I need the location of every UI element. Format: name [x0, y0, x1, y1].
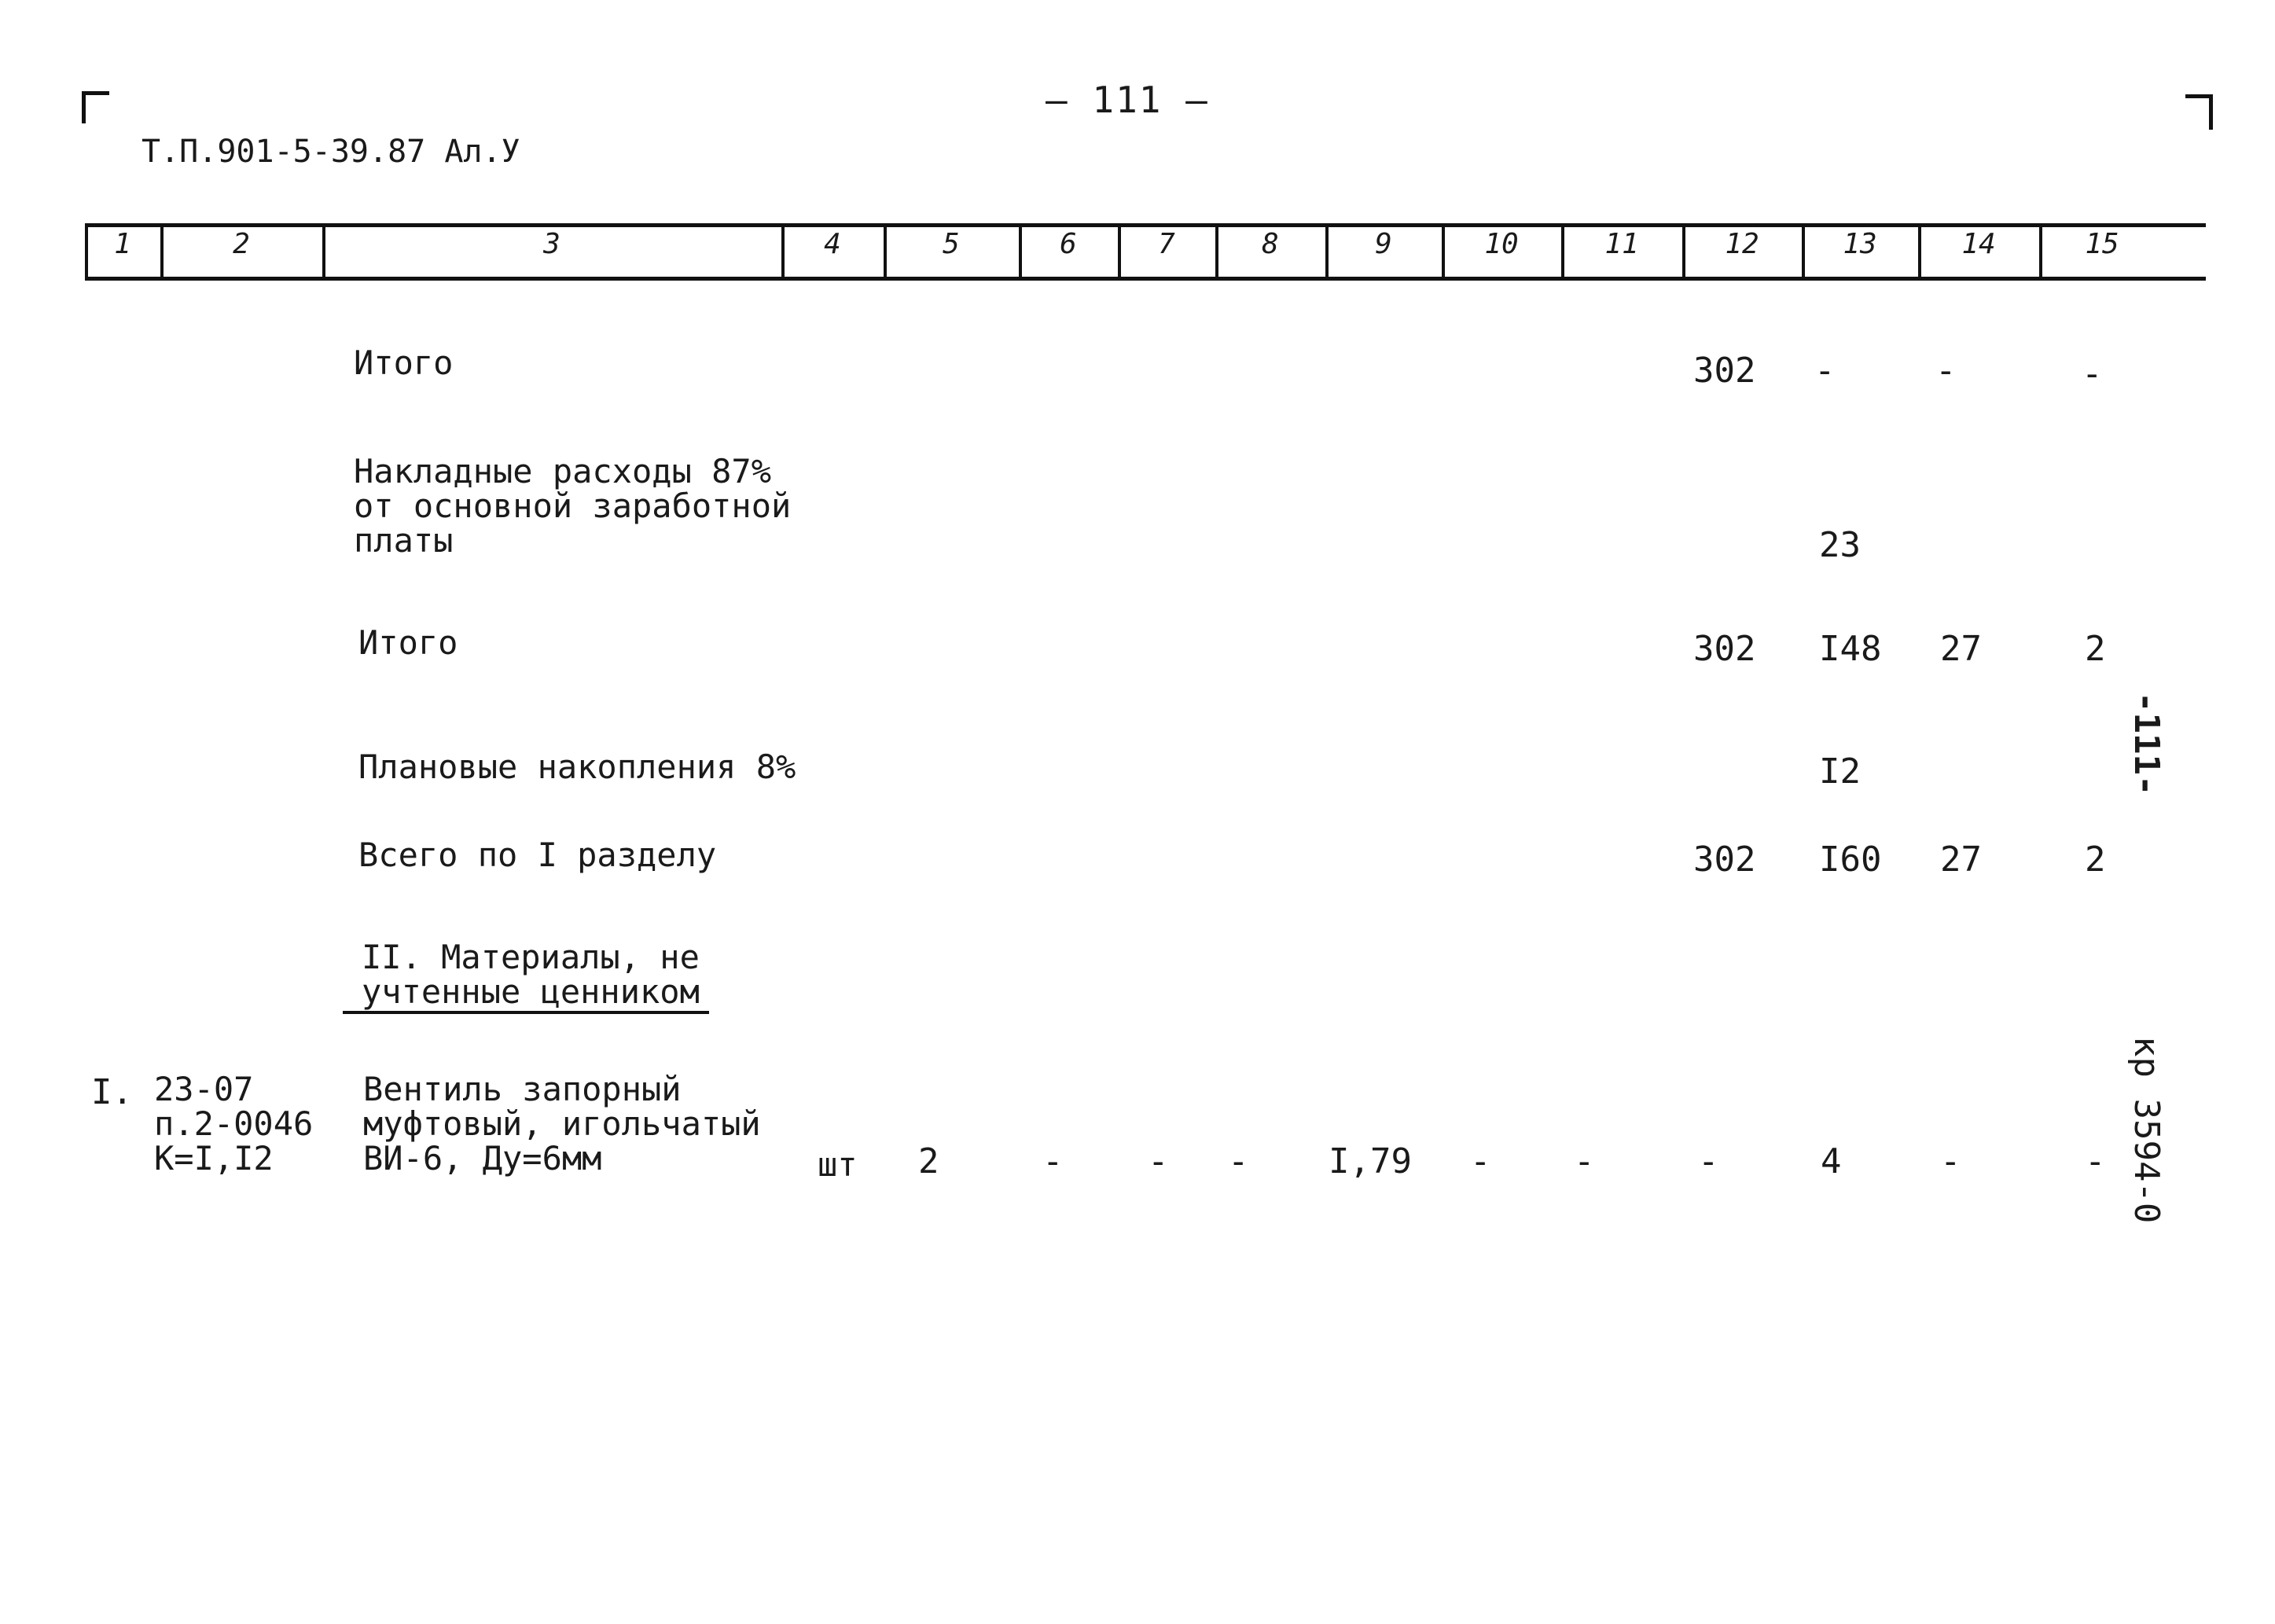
- header-top-rule: [85, 223, 2206, 227]
- col12-value: 302: [1693, 840, 1756, 880]
- item-code-line3: К=I,I2: [154, 1139, 274, 1178]
- column-number: 3: [543, 228, 560, 260]
- column-number: 4: [824, 228, 841, 260]
- column-number: 2: [233, 228, 250, 260]
- column-number: 11: [1604, 228, 1639, 260]
- item-desc-line1: Вентиль запорный: [363, 1070, 682, 1108]
- col13-value: 23: [1819, 525, 1861, 565]
- col12-value: 302: [1693, 629, 1756, 669]
- column-number: 15: [2085, 228, 2119, 260]
- header-bottom-rule: [85, 277, 2206, 281]
- item-code-line2: п.2-0046: [154, 1104, 314, 1143]
- column-number: 5: [943, 228, 960, 260]
- row-label: Итого: [358, 623, 458, 662]
- col15-value: -: [2082, 354, 2103, 394]
- col13-value: -: [1814, 351, 1836, 391]
- col6-value: -: [1042, 1141, 1064, 1181]
- col8-value: -: [1228, 1141, 1249, 1181]
- row-label: Плановые накопления 8%: [358, 748, 796, 786]
- col12-value: 302: [1693, 351, 1756, 391]
- item-desc-line3: ВИ-6, Ду=6мм: [363, 1139, 602, 1178]
- col9-value: I,79: [1329, 1141, 1412, 1181]
- col10-value: -: [1470, 1141, 1491, 1181]
- col7-value: -: [1148, 1141, 1169, 1181]
- col15-value: 2: [2085, 840, 2106, 880]
- column-number: 1: [114, 228, 131, 260]
- row-label-line2: от основной заработной: [354, 487, 792, 525]
- row-label-line1: Накладные расходы 87%: [354, 452, 772, 491]
- col14-value: -: [1940, 1141, 1961, 1181]
- row-label: Итого: [354, 344, 454, 382]
- margin-page-mark: -111-: [2126, 692, 2167, 796]
- item-code-line1: 23-07: [154, 1070, 254, 1108]
- column-number: 6: [1060, 228, 1077, 260]
- col14-value: 27: [1940, 629, 1982, 669]
- col11-value: -: [1574, 1141, 1595, 1181]
- item-number: I.: [91, 1072, 133, 1112]
- col13-value: 4: [1821, 1141, 1842, 1181]
- col15-value: -: [2085, 1141, 2106, 1181]
- col15-value: 2: [2085, 629, 2106, 669]
- row-label-line3: платы: [354, 521, 454, 560]
- column-number: 14: [1961, 228, 1996, 260]
- section-heading-line1: II. Материалы, не: [362, 938, 700, 976]
- margin-archive-code: кр 3594-0: [2126, 1036, 2167, 1224]
- col13-value: I60: [1819, 840, 1882, 880]
- col4-unit: шт: [818, 1145, 858, 1184]
- column-number: 9: [1375, 228, 1392, 260]
- section-heading-line2: учтенные ценником: [343, 975, 709, 1014]
- col5-value: 2: [918, 1141, 939, 1181]
- col12-value: -: [1698, 1141, 1719, 1181]
- corner-mark-right: [2185, 94, 2213, 130]
- col13-value: I48: [1819, 629, 1882, 669]
- row-label: Всего по I разделу: [358, 836, 717, 874]
- column-number: 7: [1158, 228, 1175, 260]
- page-number: — 111 —: [1046, 79, 1209, 121]
- column-number: 13: [1843, 228, 1877, 260]
- column-number: 12: [1725, 228, 1759, 260]
- col14-value: 27: [1940, 840, 1982, 880]
- column-number: 8: [1262, 228, 1279, 260]
- column-number: 10: [1484, 228, 1519, 260]
- document-code: Т.П.901-5-39.87 Ал.У: [141, 134, 520, 170]
- col14-value: -: [1935, 351, 1957, 391]
- col13-value: I2: [1819, 751, 1861, 792]
- corner-mark-left: [82, 91, 109, 123]
- item-desc-line2: муфтовый, игольчатый: [363, 1104, 761, 1143]
